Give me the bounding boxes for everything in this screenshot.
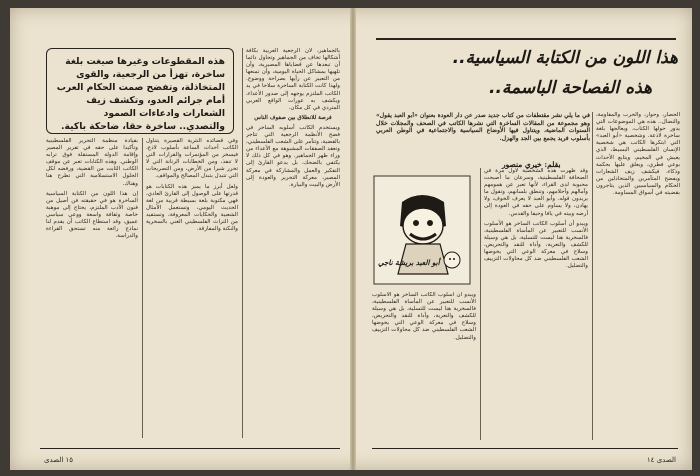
magazine-name: الصدى: [44, 456, 64, 464]
left-page-column-right: [246, 48, 340, 438]
column-divider: [592, 112, 593, 440]
right-footer: [647, 456, 676, 464]
highlight-box: هذه المقطوعات وغيرها صيغت بلغة ساخرة، تهزأ من الرجعية، والقوى المتخاذلة، وتفضح صمت الحكام العرب أمام جرائم العدو، وتكشف زيف الشعارات وادعاءات الصمود والتصدي.. ساخرة حقا، ضاحكة باكية.: [46, 48, 234, 134]
page-number: ١٤: [646, 456, 655, 464]
column-paragraph: بقيادة منظمة التحرير الفلسطينية وتأكيدا على حقه في تقرير المصير وإقامة الدولة المستقلة فوق ترابه الوطني. وهذه الكتابات تعبر عن موقف الكاتب الثابت من القضية، ورفضه لكل الحلول الاستسلامية التي تطرح هنا وهناك.: [46, 138, 138, 187]
header-rule: [376, 38, 676, 40]
right-page-column-left: [372, 292, 476, 440]
column-paragraph: ولعل أبرز ما يميز هذه الكتابات هو قدرتها على الوصول إلى القارئ العادي، فهي مكتوبة بلغة بسيطة قريبة من لغة الحديث اليومي، وتستعمل الأمثال الشعبية والحكايات المعروفة، وتستفيد من التراث الفلسطيني الغني بالسخرية والنكتة والمفارقة.: [146, 183, 238, 233]
column-paragraph: وفي قصائده النثرية القصيرة يتناول الكاتب أحداث الساعة بأسلوب لاذع، فيسخر من المؤتمرات والقرارات التي لا تنفذ، ومن الخطابات الرنانة التي لا تحرر شبرا من الأرض، ومن التصريحات التي تتبدل بتبدل المصالح والمواقف.: [146, 138, 238, 180]
column-paragraph: ويبدو أن أسلوب الكاتب الساخر هو الأسلوب الأنسب للتعبير عن المأساة الفلسطينية، فالسخرية هنا ليست للتسلية، بل هي وسيلة للكشف والتعرية، وأداة للنقد والتحريض، وسلاح في معركة الوعي التي يخوضها الشعب الفلسطيني ضد كل محاولات التزييف والتضليل.: [372, 292, 476, 341]
footer-rule: [40, 448, 340, 449]
right-page-column-right: [596, 112, 680, 440]
column-divider: [242, 48, 243, 438]
magazine-name: الصدى: [656, 456, 676, 464]
magazine-spread: [10, 8, 692, 470]
cartoon-caption: أبو العبد بريشة ناجي: [378, 258, 440, 267]
left-page: [10, 8, 350, 470]
column-paragraph: الحصار، وحوار، والحرب والمقاومة، والنضال.. هذه هي الموضوعات التي يدور حولها الكتاب، ويعالجها بلغة ساخرة لاذعة. وشخصية «أبو العبد» التي ابتكرها الكاتب هي شخصية الإنسان الفلسطيني البسيط، الذي يعيش في المخيم، ويتابع الأحداث بوعي فطري، ويعلق عليها بحكمة وذكاء، فيكشف زيف الشعارات ويفضح المتآمرين والمتخاذلين من الحكام والسياسيين الذين يتاجرون بقضيته في أسواق المساومة.: [596, 112, 680, 197]
left-page-column-middle: [146, 138, 238, 438]
footer-rule: [372, 448, 678, 449]
left-footer: [44, 456, 73, 464]
left-page-column-left: [46, 138, 138, 438]
column-subheading: فرصة للانطلاق بين صفوف الناس: [254, 114, 332, 121]
page-number: ١٥: [65, 456, 74, 464]
column-paragraph: بالجماهير، لأن الرجعية العربية بكافة أشكالها تخاف من الجماهير وتحاول دائما أن تبعدها عن قضاياها المصيرية، وأن تلهيها بمشاكل الحياة اليومية، وأن تمنعها من التعبير عن رأيها بصراحة ووضوح. ولهذا كانت الكتابة الساخرة سلاحا في يد الكاتب الملتزم يوجهه إلى صدور الأعداء، ويكشف به عورات الواقع العربي المتردي في كل مكان.: [246, 48, 340, 111]
column-paragraph: ويبدو أن أسلوب الكاتب الساخر هو الأسلوب الأنسب للتعبير عن المأساة الفلسطينية، فالسخرية هنا ليست للتسلية، بل هي وسيلة للكشف والتعرية، وأداة للنقد والتحريض، وسلاح في معركة الوعي التي يخوضها الشعب الفلسطيني ضد كل محاولات التزييف والتضليل.: [484, 220, 588, 270]
column-paragraph: إن هذا اللون من الكتابة السياسية الساخرة هو في حقيقته فن أصيل من فنون الأدب الملتزم، يحتاج إلى موهبة خاصة وثقافة واسعة ووعي سياسي عميق، وقد استطاع الكاتب أن يقدم لنا نماذج رائعة منه تستحق القراءة والدراسة.: [46, 190, 138, 240]
cartoon-illustration-icon: [372, 174, 472, 286]
column-paragraph: وقد ظهرت هذه الشخصية لأول مرة في الصحافة الفلسطينية، وسرعان ما أصبحت محبوبة لدى القراء، لأنها تعبر عن همومهم وآمالهم وأحلامهم، وتنطق بلسانهم، وتقول ما يريدون قوله. وأبو العبد لا يعرف الخوف، ولا يهادن، ولا يساوم على حقه في العودة إلى أرضه وبيته في يافا وحيفا والقدس.: [484, 168, 588, 217]
right-page: [356, 8, 692, 470]
headline-line-2: هذه الفصاحة الباسمة..: [489, 78, 652, 98]
right-page-column-middle: [484, 168, 588, 440]
column-divider: [480, 168, 481, 440]
column-paragraph: ويستخدم الكاتب أسلوبه الساخر في فضح الأنظمة الرجعية التي تتاجر بالقضية، وتتآمر على الشعب الفلسطيني، وتعقد الصفقات المشبوهة مع الأعداء من وراء ظهر الجماهير. وهو في كل ذلك لا يكتفي بالضحك، بل يدعو القارئ إلى التفكير والعمل والمشاركة في معركة المصير، معركة التحرير والعودة إلى الأرض والبيت والبيارة.: [246, 124, 340, 188]
column-divider: [142, 138, 143, 438]
byline: بقلم: خيري منصور: [502, 160, 561, 169]
headline-line-1: هذا اللون من الكتابة السياسية..: [452, 48, 678, 68]
article-intro: في ما يلي نشر مقتطفات من كتاب جديد صدر عن دار العودة بعنوان «أبو العبد يقول» وهو مجموعة من المقالات الساخرة التي نشرها الكاتب في الصحف والمجلات خلال السنوات الماضية، ويتناول فيها الأوضاع السياسية والاجتماعية في الوطن العربي بأسلوب فريد يجمع بين الجد والهزل.: [376, 112, 590, 142]
